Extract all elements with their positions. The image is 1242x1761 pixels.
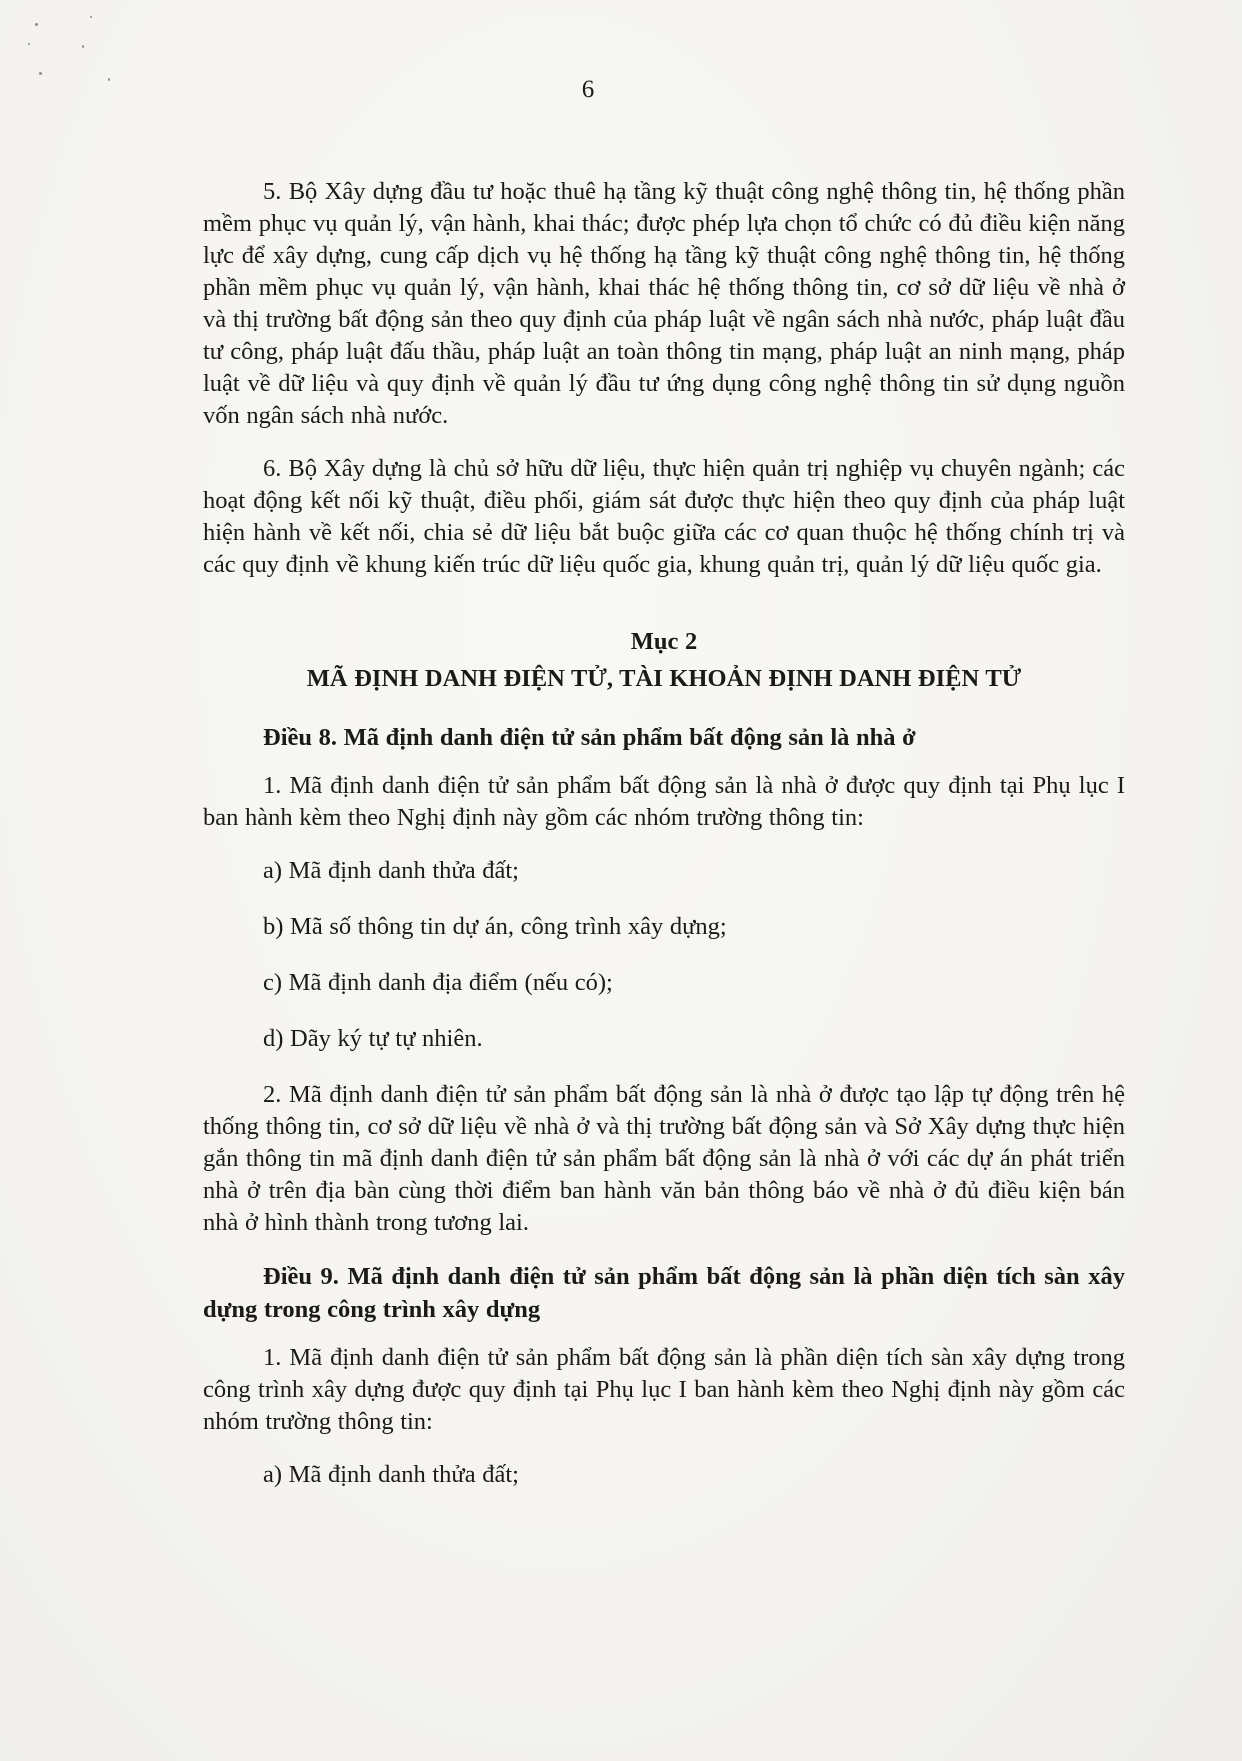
section-heading [203, 623, 1125, 697]
clause-5: 5. Bộ Xây dựng đầu tư hoặc thuê hạ tầng kỹ thuật công nghệ thông tin, hệ thống phần mềm phục vụ quản lý, vận hành, khai thác; được phép lựa chọn tổ chức có đủ điều kiện năng lực để xây dựng, cung cấp dịch vụ hệ thống hạ tầng kỹ thuật công nghệ thông tin, hệ thống phần mềm phục vụ quản lý, vận hành, khai thác hệ thống thông tin, cơ sở dữ liệu về nhà ở và thị trường bất động sản theo quy định của pháp luật về ngân sách nhà nước, pháp luật đầu tư công, pháp luật đấu thầu, pháp luật an toàn thông tin mạng, pháp luật an ninh mạng, pháp luật về dữ liệu và quy định về quản lý đầu tư ứng dụng công nghệ thông tin sử dụng nguồn vốn ngân sách nhà nước. [203, 178, 1125, 429]
article-9-clause-1: 1. Mã định danh điện tử sản phẩm bất động sản là phần diện tích sàn xây dựng trong công trình xây dựng được quy định tại Phụ lục I ban hành kèm theo Nghị định này gồm các nhóm trường thông tin: [203, 1344, 1125, 1435]
document-body [203, 176, 1125, 1515]
scan-speckle [90, 16, 92, 18]
article-9-title: Điều 9. Mã định danh điện tử sản phẩm bất động sản là phần diện tích sàn xây dựng trong công trình xây dựng [203, 1263, 1125, 1323]
article-8-title: Điều 8. Mã định danh điện tử sản phẩm bất động sản là nhà ở [263, 724, 916, 751]
article-8-clause-2: 2. Mã định danh điện tử sản phẩm bất động sản là nhà ở được tạo lập tự động trên hệ thống thông tin, cơ sở dữ liệu về nhà ở và thị trường bất động sản và Sở Xây dựng thực hiện gắn thông tin mã định danh điện tử sản phẩm bất động sản là nhà ở với các dự án phát triển nhà ở trên địa bàn cùng thời điểm ban hành văn bản thông báo về nhà ở đủ điều kiện bán nhà ở hình thành trong tương lai. [203, 1081, 1125, 1236]
article-8-item-d: d) Dãy ký tự tự nhiên. [263, 1025, 483, 1052]
article-9-item-a: a) Mã định danh thửa đất; [263, 1461, 519, 1488]
article-8-clause-1: 1. Mã định danh điện tử sản phẩm bất động sản là nhà ở được quy định tại Phụ lục I ban hành kèm theo Nghị định này gồm các nhóm trường thông tin: [203, 772, 1125, 831]
section-label: Mục 2 [630, 628, 698, 655]
article-8-item-b: b) Mã số thông tin dự án, công trình xây dựng; [263, 913, 727, 940]
article-8-item-a: a) Mã định danh thửa đất; [263, 857, 519, 884]
scan-speckle [28, 43, 30, 45]
section-title: MÃ ĐỊNH DANH ĐIỆN TỬ, TÀI KHOẢN ĐỊNH DANH ĐIỆN TỬ [306, 665, 1022, 692]
page-number: 6 [581, 76, 595, 103]
clause-6: 6. Bộ Xây dựng là chủ sở hữu dữ liệu, thực hiện quản trị nghiệp vụ chuyên ngành; các hoạt động kết nối kỹ thuật, điều phối, giám sát được thực hiện theo quy định của pháp luật hiện hành về kết nối, chia sẻ dữ liệu bắt buộc giữa các cơ quan thuộc hệ thống chính trị và các quy định về khung kiến trúc dữ liệu quốc gia, khung quản trị, quản lý dữ liệu quốc gia. [203, 455, 1125, 578]
article-8-item-c: c) Mã định danh địa điểm (nếu có); [263, 969, 613, 996]
scan-speckle [35, 23, 38, 26]
scan-speckle [82, 45, 84, 48]
